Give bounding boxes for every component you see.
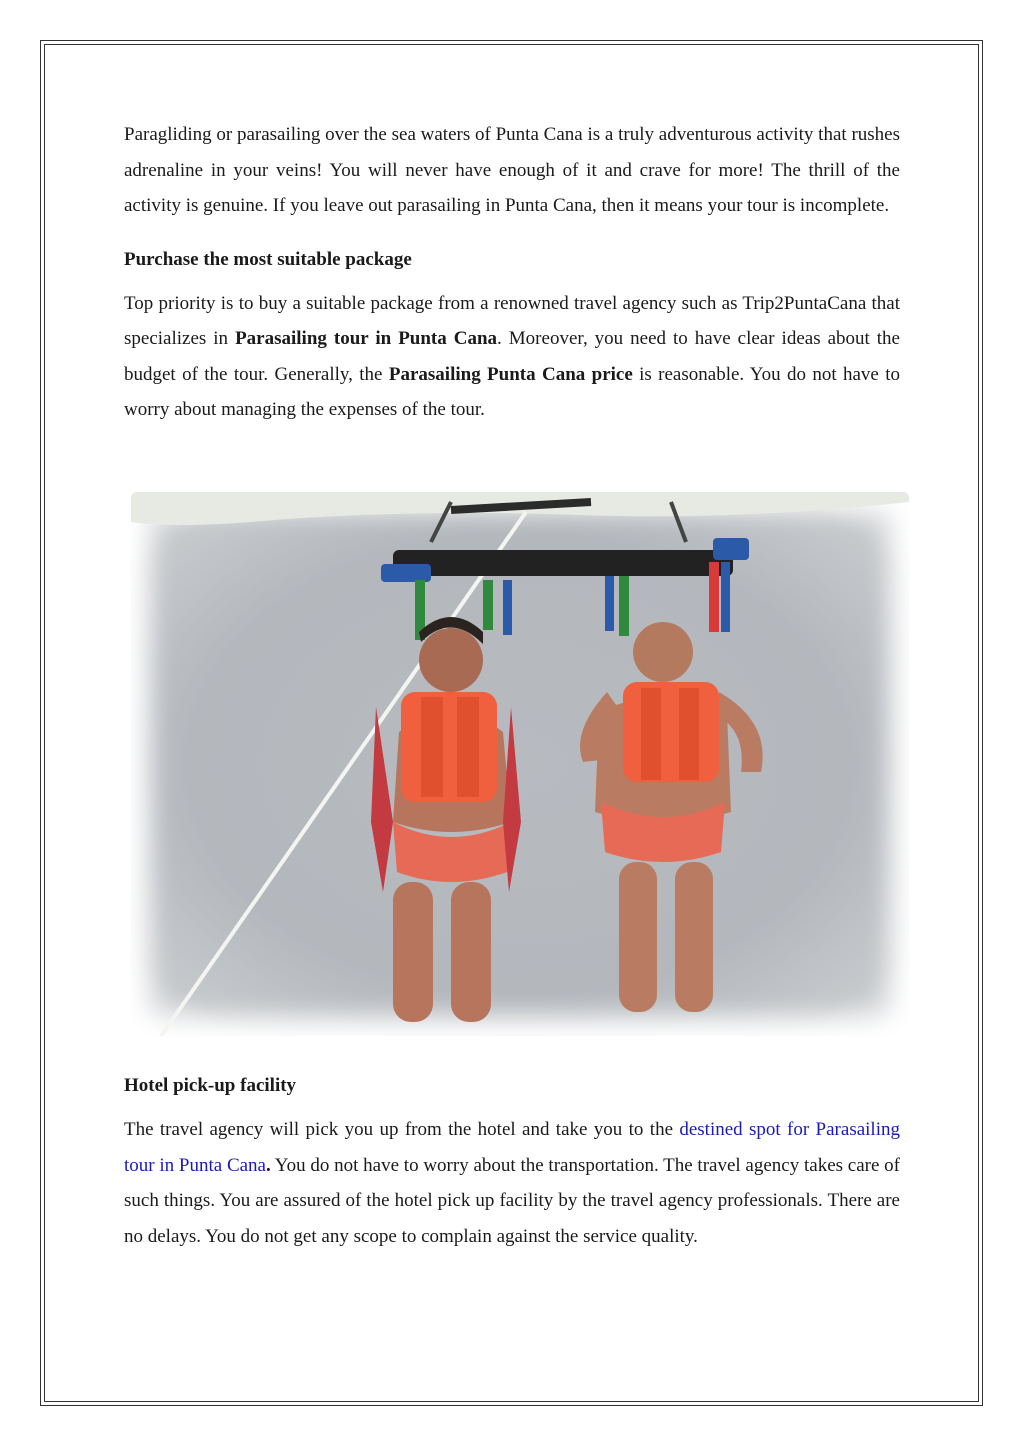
intro-paragraph: Paragliding or parasailing over the sea waters of Punta Cana is a truly adventurous activity that rushes adrenaline in your veins! You will never have enough of it and crave for more! The thrill of the activity is genuine. If you leave out parasailing in Punta Cana, then it means your tour is incomplete.: [124, 124, 900, 216]
section-heading-package: Purchase the most suitable package: [124, 248, 412, 270]
person-right: [580, 622, 763, 1012]
pickup-text-1: The travel agency will pick you up from the hotel and take you to the: [124, 1119, 680, 1140]
strap-blue: [605, 576, 614, 631]
package-text-2: . Moreover, you need to have clear ideas about the budget of the tour. Generally, the: [124, 328, 900, 385]
destined-spot-link[interactable]: destined spot for Parasailing tour in Punta Cana: [124, 1119, 900, 1176]
package-bold-tour: Parasailing tour in Punta Cana: [235, 328, 498, 349]
strap-green: [619, 576, 629, 636]
document-body-bottom: [124, 1068, 900, 1254]
bar-end-right: [713, 538, 749, 560]
package-text-3: is reasonable. You do not have to worry about managing the expenses of the tour.: [124, 363, 900, 420]
package-paragraph: [124, 286, 900, 428]
section-heading-pickup: Hotel pick-up facility: [124, 1075, 297, 1096]
person-left: [371, 617, 521, 1022]
bar-end-left: [381, 564, 431, 582]
pickup-bold-dot: .: [265, 1154, 271, 1176]
strap-blue: [503, 580, 512, 635]
parasailing-photo-image: [131, 492, 909, 1036]
parasailing-photo: [131, 492, 909, 1036]
package-bold-price: Parasailing Punta Cana price: [388, 363, 633, 385]
strap-green: [483, 580, 493, 630]
pickup-text-2: You do not have to worry about the transportation. The travel agency takes care of such things. You are assured of the hotel pick up facility by the travel agency professionals. There are no delays. You do not get any scope to complain against the service quality.: [124, 1154, 900, 1247]
strap-red: [709, 562, 719, 632]
spreader-bar: [393, 550, 733, 576]
parasailing-illustration: [131, 492, 909, 1036]
strap-blue: [721, 562, 730, 632]
pickup-paragraph: [124, 1112, 900, 1254]
package-text-1: Top priority is to buy a suitable package from a renowned travel agency such as Trip2PuntaCana that specializes in: [124, 292, 900, 349]
document-body-top: [124, 117, 900, 428]
